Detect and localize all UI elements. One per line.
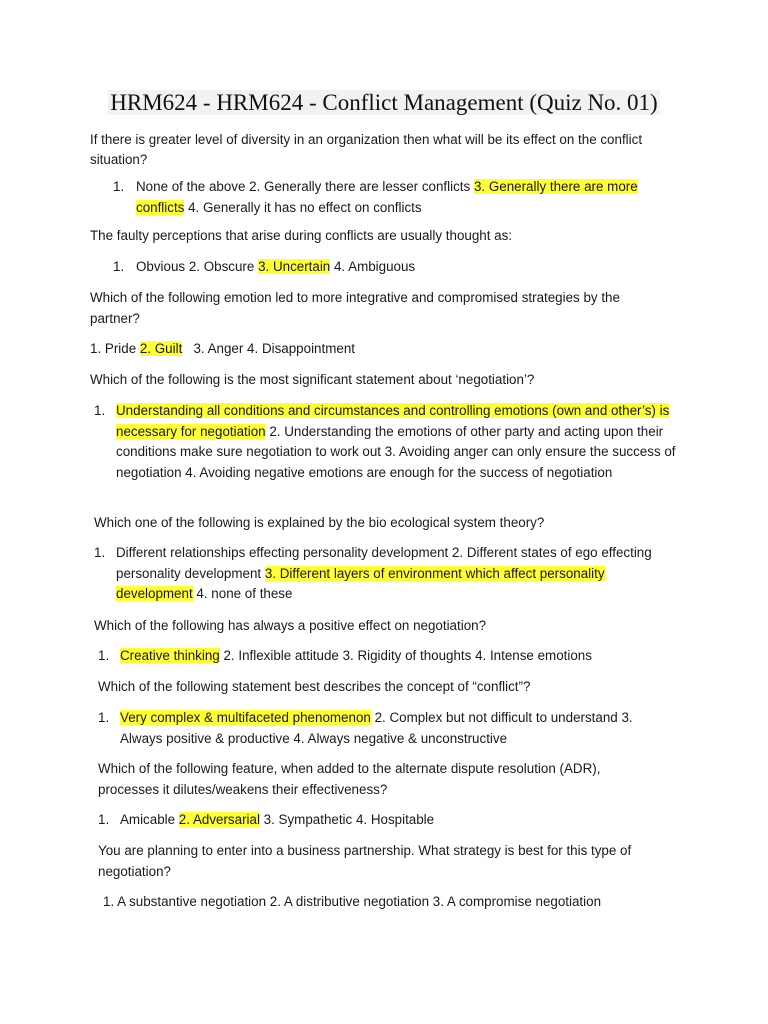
options-8 — [98, 810, 678, 831]
highlighted-answer: 3. Generally there are more conflicts — [136, 179, 638, 215]
options-5 — [94, 543, 676, 605]
options-6 — [98, 646, 678, 667]
option-text: Obvious 2. Obscure — [136, 259, 259, 274]
option-number: 1. — [113, 179, 125, 194]
options-9: 1. A substantive negotiation 2. A distributive negotiation 3. A compromise negotiation — [103, 894, 602, 909]
option-number: 1. — [98, 648, 110, 663]
option-number: 1. — [113, 259, 125, 274]
question-7: Which of the following statement best describes the concept of “conflict”? — [98, 679, 531, 694]
question-5: Which one of the following is explained by the bio ecological system theory? — [94, 515, 545, 530]
option-text: 2. Complex but not difficult to understand 3. Always positive & productive 4. Always negative & unconstructive — [120, 710, 633, 746]
options-3 — [90, 339, 690, 360]
question-9: You are planning to enter into a business partnership. What strategy is best for this type of negotiation? — [98, 843, 632, 879]
option-text: 4. Ambiguous — [330, 259, 416, 274]
options-7 — [98, 708, 673, 749]
question-1: If there is greater level of diversity in an organization then what will be its effect on the conflict situation? — [90, 132, 643, 167]
option-text: None of the above 2. Generally there are lesser conflicts — [136, 179, 474, 194]
option-text: 1. Pride — [90, 341, 140, 356]
highlighted-answer: Very complex & multifaceted phenomenon — [120, 710, 371, 725]
option-number: 1. — [94, 545, 106, 560]
option-number: 1. — [94, 403, 106, 418]
option-text: Different relationships effecting personality development 2. Different states of ego effecting personality development — [116, 545, 652, 581]
question-3: Which of the following emotion led to more integrative and compromised strategies by the partner? — [90, 290, 620, 326]
highlighted-answer: 3. Different layers of environment which affect personality development — [116, 565, 605, 601]
highlighted-answer: 3. Uncertain — [258, 259, 331, 274]
options-2 — [113, 257, 673, 278]
highlighted-answer: 2. Adversarial — [178, 812, 260, 827]
highlighted-answer: 2. Guilt — [139, 341, 183, 356]
option-text: 3. Anger 4. Disappointment — [182, 341, 355, 356]
question-4: Which of the following is the most significant statement about ‘negotiation’? — [90, 372, 535, 387]
option-text: 2. Inflexible attitude 3. Rigidity of thoughts 4. Intense emotions — [219, 648, 592, 663]
question-2: The faulty perceptions that arise during conflicts are usually thought as: — [90, 228, 513, 243]
option-text: Amicable — [120, 812, 179, 827]
page-title: HRM624 - HRM624 - Conflict Management (Quiz No. 01) — [110, 90, 658, 115]
question-8: Which of the following feature, when added to the alternate dispute resolution (ADR), processes it dilutes/weakens their effectiveness? — [98, 761, 601, 797]
options-4 — [94, 401, 676, 483]
option-text: 3. Sympathetic 4. Hospitable — [259, 812, 435, 827]
highlighted-answer: Understanding all conditions and circumstances and controlling emotions (own and other’s) is necessary for negotiation — [116, 403, 670, 439]
option-text: 4. none of these — [192, 586, 293, 601]
question-6: Which of the following has always a positive effect on negotiation? — [94, 618, 487, 633]
option-text: 2. Understanding the emotions of other party and acting upon their conditions make sure negotiation to work out 3. Avoiding anger can only ensure the success of negotiation 4. Avoiding negative emotions are enough for the success of negotiation — [116, 423, 676, 480]
options-1 — [113, 177, 668, 218]
option-text: 4. Generally it has no effect on conflicts — [184, 199, 422, 215]
option-number: 1. — [98, 710, 110, 725]
option-number: 1. — [98, 812, 110, 827]
highlighted-answer: Creative thinking — [120, 648, 220, 663]
